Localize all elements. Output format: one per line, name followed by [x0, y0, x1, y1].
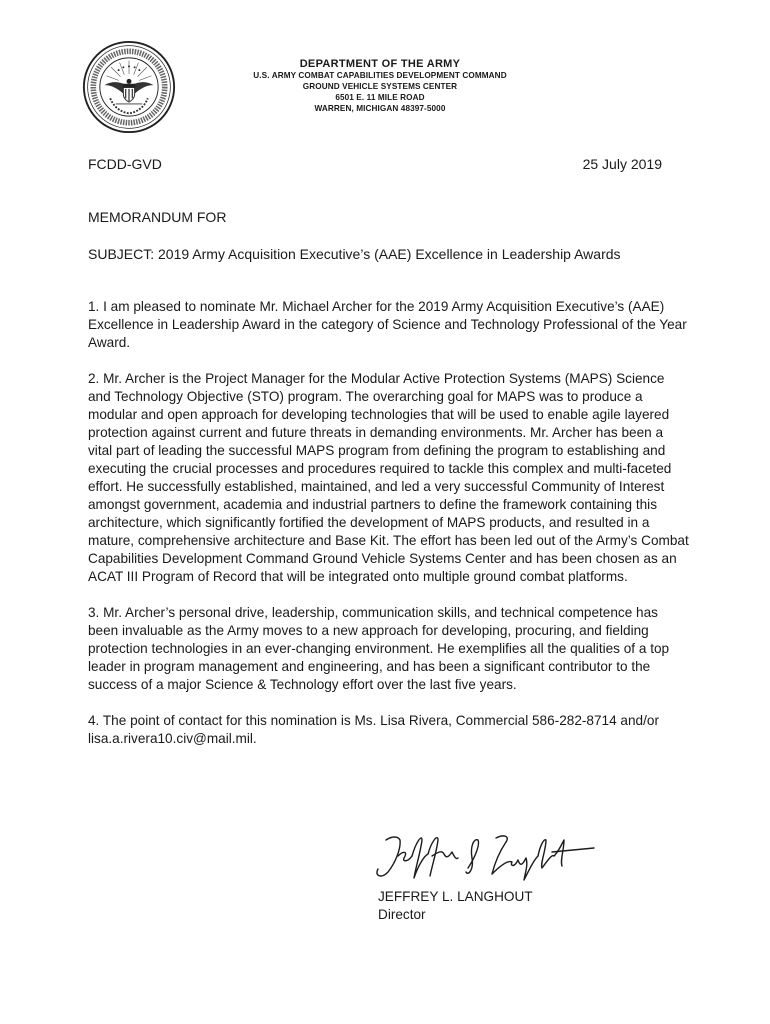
subject-line: SUBJECT: 2019 Army Acquisition Executive’s (AAE) Excellence in Leadership Awards: [88, 246, 621, 262]
paragraph-3: 3. Mr. Archer’s personal drive, leadership, communication skills, and technical competence has been invaluable as the Army moves to a new approach for developing, procuring, and fielding protection technologies in an ever-changing environment. He exemplifies all the qualities of a top leader in program management and engineering, and has been a significant contributor to the success of a major Science & Technology effort over the last five years.: [88, 605, 670, 692]
dod-seal-logo: [82, 40, 176, 134]
signatory-name: JEFFREY L. LANGHOUT: [378, 889, 533, 904]
memo-body: [88, 298, 690, 766]
signatory-title: Director: [378, 907, 426, 922]
handwritten-signature: [368, 826, 598, 884]
city-address: WARREN, MICHIGAN 48397-5000: [314, 104, 446, 113]
command-name: U.S. ARMY COMBAT CAPABILITIES DEVELOPMENT COMMAND: [253, 71, 507, 80]
department-name: DEPARTMENT OF THE ARMY: [299, 58, 461, 70]
memorandum-for: MEMORANDUM FOR: [88, 209, 227, 225]
center-name: GROUND VEHICLE SYSTEMS CENTER: [302, 82, 458, 91]
street-address: 6501 E. 11 MILE ROAD: [335, 93, 425, 102]
paragraph-4: 4. The point of contact for this nomination is Ms. Lisa Rivera, Commercial 586-282-8714 and/or lisa.a.rivera10.civ@mail.mil.: [88, 713, 659, 746]
letterhead: [175, 58, 585, 114]
memo-date: 25 July 2019: [582, 156, 662, 172]
paragraph-1: 1. I am pleased to nominate Mr. Michael Archer for the 2019 Army Acquisition Executive’s (AAE) Excellence in Leadership Award in the category of Science and Technology Professional of the Year Award.: [88, 299, 687, 350]
paragraph-2: 2. Mr. Archer is the Project Manager for the Modular Active Protection Systems (MAPS) Science and Technology Objective (STO) program. The overarching goal for MAPS was to produce a modular and open approach for developing technologies that will be used to enable agile layered protection against current and future threats in demanding environments. Mr. Archer has been a vital part of leading the successful MAPS program from defining the program to establishing and executing the crucial processes and procedures required to tackle this complex and multi-faceted effort. He successfully established, maintained, and led a very successful Community of Interest amongst government, academia and industrial partners to define the framework containing this architecture, which significantly fortified the development of MAPS products, and resulted in a mature, comprehensive architecture and Base Kit. The effort has been led out of the Army’s Combat Capabilities Development Command Ground Vehicle Systems Center and has been chosen as an ACAT III Program of Record that will be integrated onto multiple ground combat platforms.: [88, 371, 689, 584]
office-symbol: FCDD-GVD: [88, 156, 162, 172]
